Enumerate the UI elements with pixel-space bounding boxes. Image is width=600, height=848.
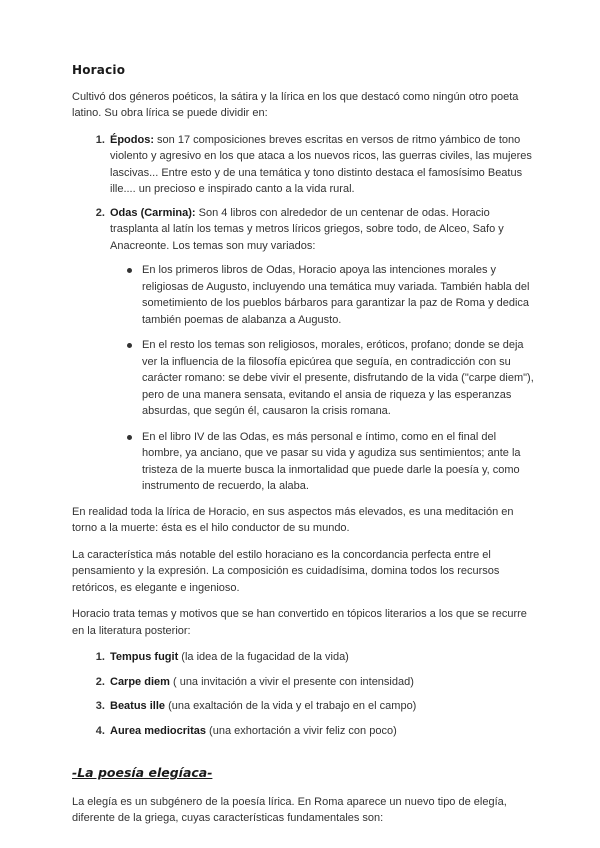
topic-text: (la idea de la fugacidad de la vida): [178, 651, 349, 663]
meditation-paragraph: En realidad toda la lírica de Horacio, en sus aspectos más elevados, es una meditación en torno a la muerte: ésta es el hilo conductor de su mundo.: [72, 505, 514, 534]
genre-term: Odas (Carmina):: [110, 206, 196, 219]
topics-intro-paragraph: Horacio trata temas y motivos que se han convertido en tópicos literarios a los que se recurre en la literatura posterior:: [72, 608, 527, 637]
genre-term: Épodos:: [110, 133, 154, 146]
list-item: [108, 205, 538, 495]
topic-text: ( una invitación a vivir el presente con intensidad): [169, 675, 414, 688]
theme-text: En el libro IV de las Odas, es más personal e íntimo, como en el final del hombre, ya anciano, que ve pasar su vida y agudiza sus sentimientos; ante la tristeza de la muerte busca la inmortalidad que puede darle la poesía y, como instrumento de recuerdo, la alaba.: [142, 430, 521, 492]
bullet-icon: [127, 343, 132, 348]
topic-term: Aurea mediocritas: [110, 724, 206, 737]
list-item: [108, 649, 538, 666]
topic-text: (una exaltación de la vida y el trabajo en el campo): [165, 700, 417, 712]
topic-term: Beatus ille: [110, 700, 166, 712]
list-item: [124, 337, 538, 420]
genre-text: son 17 composiciones breves escritas en versos de ritmo yámbico de tono violento y agresivo en los que ataca a los nuevos ricos, las guerras civiles, las mujeres lascivas... Entre esto y de una temática y tono distinto destaca el famosísimo Beatus ille.... un precioso e inspirado canto a la vida rural.: [110, 133, 532, 195]
topic-term: Carpe diem: [110, 675, 170, 688]
intro-paragraph: Cultivó dos géneros poéticos, la sátira y la lírica en los que destacó como ningún otro poeta latino. Su obra lírica se puede dividir en:: [72, 90, 519, 119]
list-item: [108, 698, 538, 715]
style-paragraph: La característica más notable del estilo horaciano es la concordancia perfecta entre el pensamiento y la expresión. La composición es cuidadísima, domina todos los recursos retóricos, es elegante e ingenioso.: [72, 548, 500, 594]
theme-text: En los primeros libros de Odas, Horacio apoya las intenciones morales y religiosas de Augusto, incluyendo una temática muy variada. También habla del sometimiento de los pueblos bárbaros para garantizar la paz de Roma y dedica también poemas de alabanza a Augusto.: [142, 264, 530, 326]
bullet-icon: [127, 268, 132, 273]
page-title: Horacio: [72, 63, 126, 77]
genre-text: Son 4 libros con alrededor de un centenar de odas. Horacio trasplanta al latín los temas y metros líricos griegos, sobre todo, de Alceo, Safo y Anacreonte. Los temas son muy variados:: [110, 206, 504, 252]
list-item: [108, 723, 538, 740]
genre-list: [72, 132, 538, 495]
topics-list: [72, 649, 538, 739]
list-item: [124, 429, 538, 495]
topic-text: (una exhortación a vivir feliz con poco): [205, 724, 397, 737]
list-item: [124, 262, 538, 328]
themes-list: [110, 262, 538, 495]
topic-term: Tempus fugit: [110, 651, 179, 663]
theme-text: En el resto los temas son religiosos, morales, eróticos, profano; donde se deja ver la influencia de la filosofía epicúrea que seguía, en contradicción con su carácter romano: se debe vivir el presente, disfrutando de la vida ("carpe diem"), pero de una manera sensata, evitando el ansia de riqueza y las esperanzas absurdas, que según él, causaron la crisis romana.: [142, 339, 534, 417]
elegy-paragraph: La elegía es un subgénero de la poesía lírica. En Roma aparece un nuevo tipo de elegía, diferente de la griega, cuyas características fundamentales son:: [72, 795, 507, 824]
list-item: [108, 132, 538, 198]
list-item: [108, 674, 538, 691]
section-heading: -La poesía elegíaca-: [72, 765, 213, 780]
bullet-icon: [127, 435, 132, 440]
